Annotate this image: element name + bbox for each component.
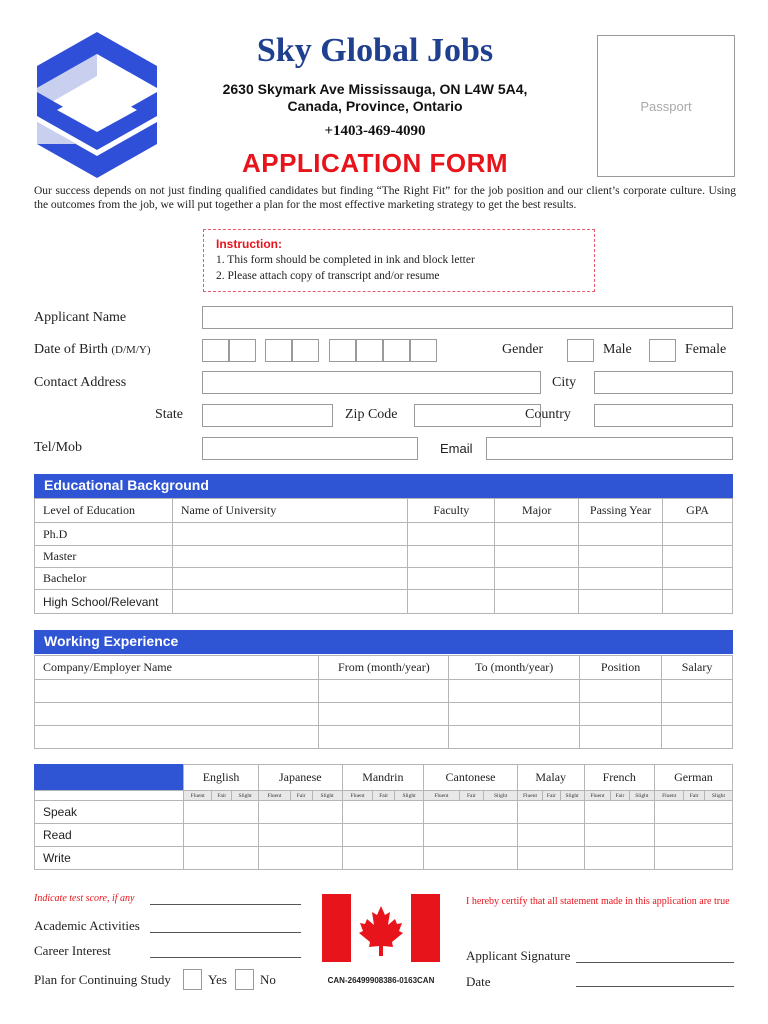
language-table (34, 764, 733, 870)
cell[interactable] (662, 726, 733, 749)
no-checkbox[interactable] (235, 969, 254, 990)
cell[interactable] (663, 546, 733, 568)
level-label: Fluent (342, 791, 373, 801)
career-input[interactable] (150, 957, 301, 958)
male-label: Male (603, 342, 632, 357)
skill-cell[interactable] (654, 847, 732, 870)
dob-digit[interactable] (202, 339, 229, 362)
skill-cell[interactable] (259, 824, 342, 847)
yes-checkbox[interactable] (183, 969, 202, 990)
city-input[interactable] (594, 371, 733, 394)
dob-digit[interactable] (265, 339, 292, 362)
company-logo (32, 30, 162, 180)
cell[interactable] (663, 568, 733, 590)
city-label: City (552, 375, 577, 390)
cell[interactable] (319, 680, 449, 703)
skill-cell[interactable] (654, 824, 732, 847)
table-row (35, 726, 733, 749)
edu-header: Passing Year (579, 499, 663, 523)
intro-text: Our success depends on not just finding qualified candidates but finding “The Right Fit” for the job position and our client’s corporate culture. Using the outcomes from the job, we will put together a plan for the most effective marketing strategy to get the best results. (34, 185, 736, 211)
dob-digit[interactable] (292, 339, 319, 362)
cell[interactable] (172, 523, 407, 546)
skill-cell[interactable] (259, 801, 342, 824)
signature-label: Applicant Signature (466, 948, 571, 963)
cell[interactable] (319, 726, 449, 749)
cell[interactable] (663, 590, 733, 614)
email-label: Email (440, 441, 473, 456)
phone: +1403-469-4090 (324, 123, 426, 139)
dob-digit[interactable] (229, 339, 256, 362)
academic-input[interactable] (150, 932, 301, 933)
state-label: State (155, 407, 183, 422)
cell[interactable] (663, 523, 733, 546)
level-label: Fair (212, 791, 232, 801)
table-row (35, 680, 733, 703)
cell[interactable] (580, 703, 662, 726)
cell[interactable] (495, 523, 579, 546)
level-label: Fair (684, 791, 705, 801)
cell[interactable] (319, 703, 449, 726)
passport-label: Passport (640, 98, 692, 114)
language-name: Mandrin (342, 765, 424, 791)
cell[interactable] (580, 726, 662, 749)
cell[interactable] (449, 726, 580, 749)
address-line-1: 2630 Skymark Ave Mississauga, ON L4W 5A4, (222, 81, 528, 97)
dob-label: Date of Birth (D/M/Y) (34, 342, 151, 357)
male-checkbox[interactable] (567, 339, 594, 362)
yes-label: Yes (208, 972, 227, 987)
cell[interactable] (408, 546, 495, 568)
cell[interactable] (662, 703, 733, 726)
level-label: Fair (459, 791, 484, 801)
signature-input[interactable] (576, 962, 734, 963)
female-checkbox[interactable] (649, 339, 676, 362)
edu-header: Level of Education (35, 499, 173, 523)
language-name: French (584, 765, 654, 791)
level-label: Slight (629, 791, 654, 801)
female-label: Female (685, 342, 727, 357)
language-name: German (654, 765, 732, 791)
language-name: Malay (517, 765, 584, 791)
language-name: Cantonese (424, 765, 518, 791)
level-label: Fair (543, 791, 561, 801)
applicant-name-label: Applicant Name (34, 310, 127, 325)
certify-text: I hereby certify that all statement made in this application are true (466, 896, 730, 907)
skill-cell[interactable] (184, 847, 259, 870)
work-header: Salary (662, 656, 733, 680)
cell[interactable] (35, 680, 319, 703)
edu-header: Name of University (172, 499, 407, 523)
dob-digit[interactable] (356, 339, 383, 362)
level-label: Fluent (584, 791, 611, 801)
cell[interactable] (579, 546, 663, 568)
level-label: Slight (704, 791, 732, 801)
form-title: APPLICATION FORM (241, 148, 509, 178)
flag-code: CAN-26499908386-0163CAN (327, 976, 435, 985)
skill-cell[interactable] (259, 847, 342, 870)
test-score-label: Indicate test score, if any (34, 893, 135, 904)
applicant-name-input[interactable] (202, 306, 733, 329)
tel-input[interactable] (202, 437, 418, 460)
skill-cell[interactable] (584, 847, 654, 870)
edu-header: GPA (663, 499, 733, 523)
table-row (35, 523, 733, 546)
level-label: Fair (373, 791, 394, 801)
cell[interactable] (495, 590, 579, 614)
cell[interactable] (172, 568, 407, 590)
work-header: From (month/year) (319, 656, 449, 680)
work-table (34, 655, 733, 749)
level-label: Slight (484, 791, 518, 801)
skill-cell[interactable] (517, 847, 584, 870)
cell[interactable] (579, 590, 663, 614)
instruction-box (203, 229, 595, 292)
tel-label: Tel/Mob (34, 440, 83, 455)
cell[interactable] (449, 703, 580, 726)
table-row (35, 703, 733, 726)
cell[interactable] (408, 590, 495, 614)
table-row (35, 546, 733, 568)
table-row (35, 568, 733, 590)
instruction-line-2: 2. Please attach copy of transcript and/or resume (216, 270, 440, 282)
cell[interactable] (580, 680, 662, 703)
zip-label: Zip Code (345, 407, 398, 422)
skill-cell[interactable] (517, 801, 584, 824)
education-table (34, 498, 733, 614)
level-label: Slight (312, 791, 342, 801)
cell[interactable] (172, 546, 407, 568)
no-label: No (260, 972, 276, 987)
skill-cell[interactable] (424, 801, 518, 824)
language-name: English (184, 765, 259, 791)
cell[interactable] (35, 703, 319, 726)
level-label: Fluent (654, 791, 683, 801)
skill-cell[interactable] (424, 824, 518, 847)
address-line-2: Canada, Province, Ontario (287, 98, 463, 114)
work-header: To (month/year) (449, 656, 580, 680)
canada-flag-icon (322, 894, 440, 962)
table-row (35, 590, 733, 614)
level-label: Fluent (259, 791, 291, 801)
skill-label: Read (35, 824, 184, 847)
dob-digit[interactable] (410, 339, 437, 362)
skill-cell[interactable] (342, 801, 424, 824)
skill-cell[interactable] (184, 824, 259, 847)
skill-label: Write (35, 847, 184, 870)
contact-address-label: Contact Address (34, 375, 127, 390)
level-label: Fluent (517, 791, 542, 801)
level-label: Fluent (184, 791, 212, 801)
cell[interactable] (35, 726, 319, 749)
academic-label: Academic Activities (34, 918, 140, 933)
country-label: Country (525, 407, 571, 422)
level-label: Fluent (424, 791, 459, 801)
cell[interactable] (579, 523, 663, 546)
cell[interactable] (408, 568, 495, 590)
level-label: Slight (394, 791, 423, 801)
skill-cell[interactable] (424, 847, 518, 870)
state-input[interactable] (202, 404, 333, 427)
contact-address-input[interactable] (202, 371, 541, 394)
skill-cell[interactable] (517, 824, 584, 847)
skill-cell[interactable] (584, 824, 654, 847)
skill-label: Speak (35, 801, 184, 824)
edu-header: Major (495, 499, 579, 523)
country-input[interactable] (594, 404, 733, 427)
education-section-title: Educational Background (34, 474, 733, 498)
cell[interactable] (408, 523, 495, 546)
skill-cell[interactable] (342, 847, 424, 870)
plan-label: Plan for Continuing Study (34, 972, 171, 987)
dob-digit[interactable] (383, 339, 410, 362)
test-score-input[interactable] (150, 904, 301, 905)
skill-cell[interactable] (184, 801, 259, 824)
date-label: Date (466, 974, 491, 989)
skill-cell[interactable] (654, 801, 732, 824)
edu-level: Bachelor (35, 568, 173, 590)
cell[interactable] (579, 568, 663, 590)
level-label: Fair (290, 791, 312, 801)
cell[interactable] (495, 568, 579, 590)
level-label: Fair (611, 791, 630, 801)
cell[interactable] (662, 680, 733, 703)
company-name: Sky Global Jobs (256, 32, 494, 69)
edu-level: Master (35, 546, 173, 568)
email-input[interactable] (486, 437, 733, 460)
edu-header: Faculty (408, 499, 495, 523)
cell[interactable] (449, 680, 580, 703)
skill-cell[interactable] (342, 824, 424, 847)
level-label: Slight (232, 791, 259, 801)
level-label: Slight (560, 791, 584, 801)
cell[interactable] (172, 590, 407, 614)
skill-cell[interactable] (584, 801, 654, 824)
cell[interactable] (495, 546, 579, 568)
edu-level: Ph.D (35, 523, 173, 546)
work-header: Position (580, 656, 662, 680)
edu-level: High School/Relevant (35, 590, 173, 614)
dob-digit[interactable] (329, 339, 356, 362)
zip-input[interactable] (414, 404, 541, 427)
instruction-heading: Instruction: (216, 237, 282, 251)
date-input[interactable] (576, 986, 734, 987)
career-label: Career Interest (34, 943, 111, 958)
work-header: Company/Employer Name (35, 656, 319, 680)
instruction-line-1: 1. This form should be completed in ink and block letter (216, 254, 475, 266)
gender-label: Gender (502, 342, 544, 357)
work-section-title: Working Experience (34, 630, 733, 654)
passport-photo-box[interactable] (597, 35, 735, 177)
language-name: Japanese (259, 765, 342, 791)
